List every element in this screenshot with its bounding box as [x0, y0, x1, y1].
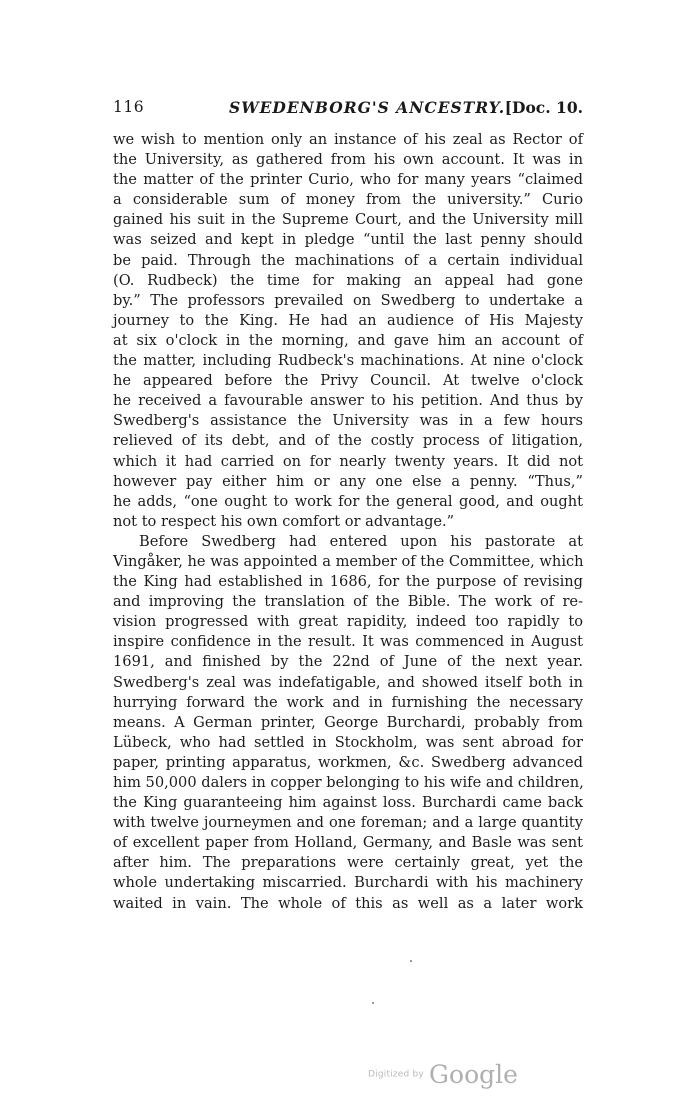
text-line: after him. The preparations were certainly great, yet the: [113, 854, 583, 872]
body-text: [113, 130, 583, 914]
text-line: the University, as gathered from his own account. It was in: [113, 151, 583, 169]
text-line: and improving the translation of the Bible. The work of re-: [113, 593, 583, 611]
text-line: not to respect his own comfort or advantage.”: [113, 512, 455, 530]
text-line: was seized and kept in pledge “until the last penny should: [113, 231, 583, 249]
text-line: he received a favourable answer to his petition. And thus by: [113, 392, 583, 410]
text-line: at six o'clock in the morning, and gave him an account of: [113, 331, 583, 349]
running-title: SWEDENBORG'S ANCESTRY.: [229, 98, 506, 117]
text-line: Swedberg's zeal was indefatigable, and showed itself both in: [113, 673, 583, 691]
text-line: he appeared before the Privy Council. At twelve o'clock: [113, 372, 583, 390]
text-line: of excellent paper from Holland, Germany, and Basle was sent: [113, 834, 583, 852]
text-line: be paid. Through the machinations of a certain individual: [113, 251, 583, 269]
text-line: Before Swedberg had entered upon his pastorate at: [139, 532, 583, 550]
text-line: with twelve journeymen and one foreman; and a large quantity: [113, 814, 583, 832]
text-line: gained his suit in the Supreme Court, and the University mill: [113, 211, 583, 229]
text-line: relieved of its debt, and of the costly process of litigation,: [113, 432, 583, 450]
text-line: vision progressed with great rapidity, indeed too rapidly to: [113, 613, 583, 631]
digitized-watermark: [368, 1060, 518, 1090]
document-reference: [Doc. 10.: [504, 98, 583, 117]
text-line: hurrying forward the work and in furnishing the necessary: [113, 693, 583, 711]
text-line: journey to the King. He had an audience of His Majesty: [113, 311, 583, 329]
page-number: 116: [113, 98, 145, 116]
text-line: inspire confidence in the result. It was commenced in August: [113, 633, 583, 651]
text-line: paper, printing apparatus, workmen, &c. Swedberg advanced: [113, 753, 583, 771]
text-line: whole undertaking miscarried. Burchardi with his machinery: [113, 874, 583, 892]
text-line: the matter of the printer Curio, who for many years “claimed: [113, 171, 583, 189]
text-line: however pay either him or any one else a penny. “Thus,”: [113, 472, 583, 490]
text-line: means. A German printer, George Burchardi, probably from: [113, 713, 583, 731]
paper-speck: [372, 1002, 374, 1004]
text-line: the King guaranteeing him against loss. Burchardi came back: [113, 794, 583, 812]
text-line: Swedberg's assistance the University was in a few hours: [113, 412, 583, 430]
text-line: 1691, and finished by the 22nd of June of the next year.: [113, 653, 583, 671]
google-logo: Google: [429, 1060, 518, 1089]
text-line: by.” The professors prevailed on Swedberg to undertake a: [113, 291, 583, 309]
paper-speck: [410, 960, 412, 962]
text-line: the matter, including Rudbeck's machinations. At nine o'clock: [113, 352, 583, 370]
watermark-prefix: Digitized by: [368, 1069, 424, 1080]
text-line: Vingåker, he was appointed a member of the Committee, which: [113, 552, 584, 570]
text-line: him 50,000 dalers in copper belonging to his wife and children,: [113, 774, 584, 791]
text-line: Lübeck, who had settled in Stockholm, was sent abroad for: [113, 733, 583, 751]
text-line: the King had established in 1686, for the purpose of revising: [113, 573, 583, 591]
text-line: waited in vain. The whole of this as well as a later work: [113, 894, 583, 912]
text-line: he adds, “one ought to work for the general good, and ought: [113, 492, 583, 510]
text-line: (O. Rudbeck) the time for making an appeal had gone: [113, 271, 583, 289]
text-line: which it had carried on for nearly twenty years. It did not: [113, 452, 583, 470]
text-line: we wish to mention only an instance of his zeal as Rector of: [113, 131, 583, 148]
running-head: [113, 98, 583, 122]
text-line: a considerable sum of money from the university.” Curio: [113, 191, 583, 209]
